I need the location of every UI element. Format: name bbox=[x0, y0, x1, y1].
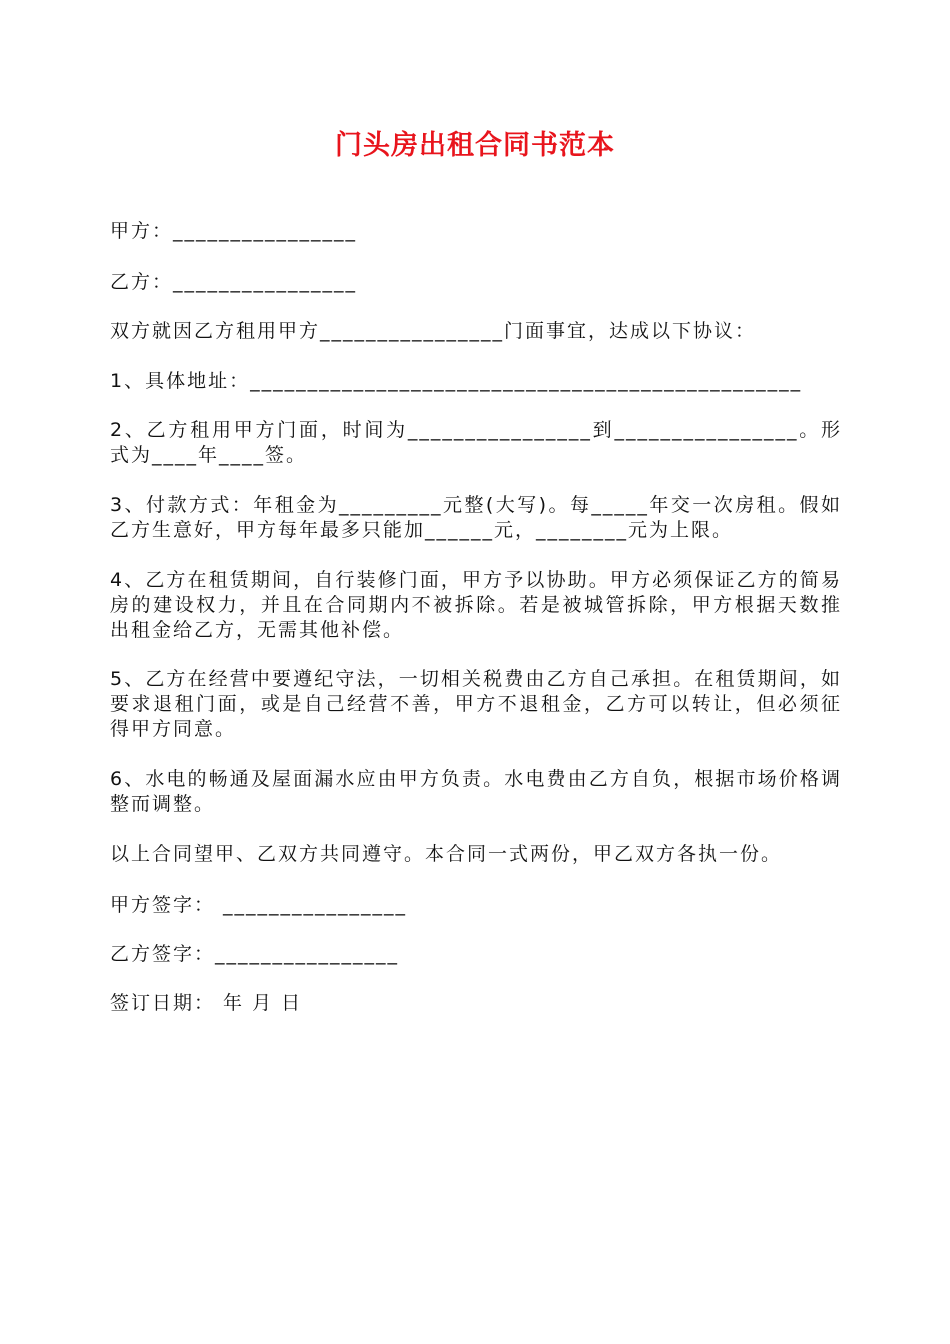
signing-date: 签订日期： 年 月 日 bbox=[110, 992, 303, 1014]
clause-5: 5、乙方在经营中要遵纪守法，一切相关税费由乙方自己承担。在租赁期间，如要求退租门面，或是自己经营不善，甲方不退租金，乙方可以转让，但必须征得甲方同意。 bbox=[110, 668, 842, 740]
signature-party-b: 乙方签字：________________ bbox=[110, 943, 400, 965]
clause-1: 1、具体地址：________________________________________________ bbox=[110, 370, 803, 392]
clause-3: 3、付款方式：年租金为_________元整(大写)。每_____年交一次房租。假如乙方生意好，甲方每年最多只能加______元，________元为上限。 bbox=[110, 494, 842, 541]
party-b-line: 乙方：________________ bbox=[110, 271, 358, 293]
clause-4: 4、乙方在租赁期间，自行装修门面，甲方予以协助。甲方必须保证乙方的简易房的建设权力，并且在合同期内不被拆除。若是被城管拆除，甲方根据天数推出租金给乙方，无需其他补偿。 bbox=[110, 569, 842, 641]
document-title: 门头房出租合同书范本 bbox=[335, 130, 615, 161]
party-a-line: 甲方：________________ bbox=[110, 220, 358, 242]
closing-paragraph: 以上合同望甲、乙双方共同遵守。本合同一式两份，甲乙双方各执一份。 bbox=[110, 843, 783, 865]
intro-paragraph: 双方就因乙方租用甲方________________门面事宜，达成以下协议： bbox=[110, 320, 757, 342]
signature-party-a: 甲方签字： ________________ bbox=[110, 894, 408, 916]
clause-6: 6、水电的畅通及屋面漏水应由甲方负责。水电费由乙方自负，根据市场价格调整而调整。 bbox=[110, 768, 842, 815]
clause-2: 2、乙方租用甲方门面，时间为________________到________________。形式为____年____签。 bbox=[110, 419, 842, 466]
